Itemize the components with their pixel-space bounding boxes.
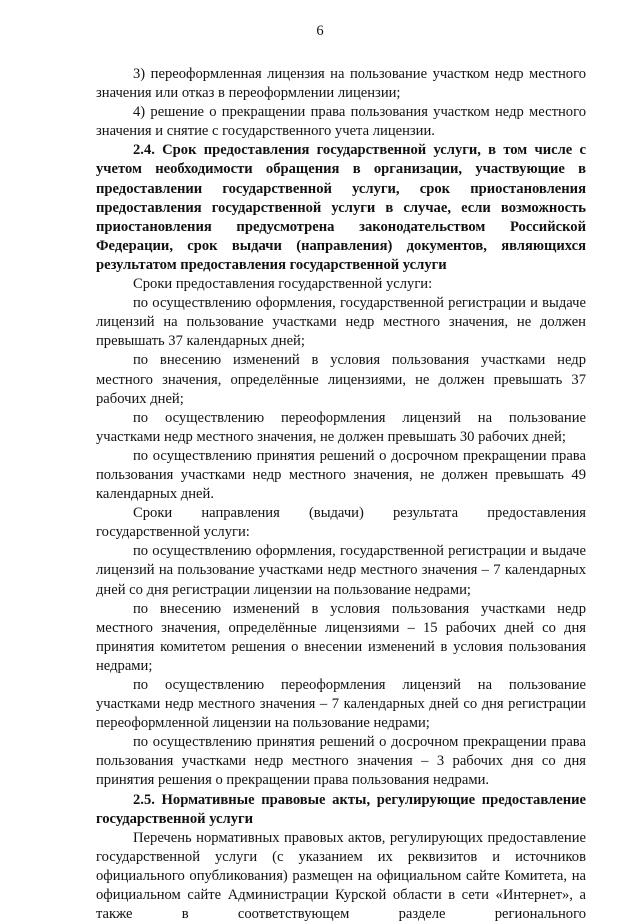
paragraph-result-4: 4) решение о прекращении права пользования участком недр местного значения и снятие с государственного учета лицензии. — [96, 104, 586, 140]
paragraph-delivery-termination: по осуществлению принятия решений о досрочном прекращении права пользования участками недр местного значения – 3 рабочих дня со дня принятия решения о прекращении права пользования недрами. — [96, 734, 586, 789]
page-number: 6 — [316, 23, 324, 39]
document-body — [96, 65, 586, 924]
paragraph-normative-acts: Перечень нормативных правовых актов, регулирующих предоставление государственной услуги (с указанием их реквизитов и источников официального опубликования) размещен на официальном сайте Комитета, на официальном сайте Администрации Курской области в сети «Интернет», а также в соответствующем разделе регионального — [96, 829, 586, 923]
paragraph-delivery-changes: по внесению изменений в условия пользования участками недр местного значения, определённые лицензиями – 15 рабочих дней со дня принятия комитетом решения о внесении изменений в условия пользования недрами; — [96, 600, 586, 674]
paragraph-delivery-reissue: по осуществлению переоформления лицензий на пользование участками недр местного значения – 7 календарных дней со дня регистрации переоформленной лицензии на пользование недрами; — [96, 677, 586, 732]
paragraph-terms-intro: Сроки предоставления государственной услуги: — [133, 276, 433, 293]
section-heading-2-5: 2.5. Нормативные правовые акты, регулирующие предоставление государственной услуги — [96, 791, 586, 827]
paragraph-term-changes: по внесению изменений в условия пользования участками недр местного значения, определённые лицензиями, не должен превышать 37 рабочих дней; — [96, 352, 586, 407]
paragraph-delivery-licensing: по осуществлению оформления, государственной регистрации и выдаче лицензий на пользование участками недр местного значения – 7 календарных дней со дня регистрации лицензии на пользование недрами; — [96, 543, 586, 598]
paragraph-term-reissue: по осуществлению переоформления лицензий на пользование участками недр местного значения, не должен превышать 30 рабочих дней; — [96, 409, 586, 445]
paragraph-term-licensing: по осуществлению оформления, государственной регистрации и выдаче лицензий на пользование участками недр местного значения, не должен превышать 37 календарных дней; — [96, 295, 586, 350]
section-heading-2-4: 2.4. Срок предоставления государственной услуги, в том числе с учетом необходимости обращения в организации, участвующие в предоставлении государственной услуги, срок приостановления предоставления государственной услуги в случае, если возможность приостановления предусмотрена законодательством Российской Федерации, срок выдачи (направления) документов, являющихся результатом предоставления государственной услуги — [96, 142, 586, 273]
paragraph-result-3: 3) переоформленная лицензия на пользование участком недр местного значения или отказ в переоформлении лицензии; — [96, 66, 586, 102]
paragraph-delivery-intro: Сроки направления (выдачи) результата предоставления государственной услуги: — [96, 505, 586, 541]
paragraph-term-termination: по осуществлению принятия решений о досрочном прекращении права пользования участками недр местного значения, не должен превышать 49 календарных дней. — [96, 447, 586, 503]
